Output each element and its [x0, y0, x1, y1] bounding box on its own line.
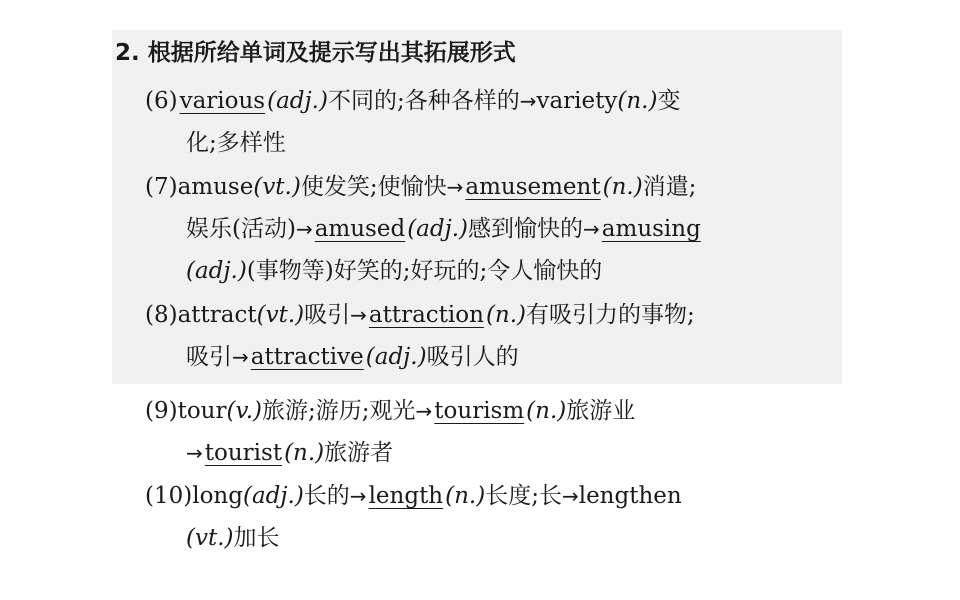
part-of-speech: (adj.) — [407, 216, 469, 242]
answer-word: tourist — [204, 440, 283, 466]
arrow-icon: → — [561, 484, 579, 508]
text-segment: 娱乐(活动) — [186, 216, 296, 242]
arrow-icon: → — [349, 484, 367, 508]
text-segment: 感到愉快的 — [468, 216, 584, 242]
item-line — [186, 523, 280, 553]
item-line — [145, 300, 695, 330]
part-of-speech: (n.) — [617, 88, 658, 114]
part-of-speech: (n.) — [602, 174, 643, 200]
text-segment: long — [192, 483, 243, 509]
text-segment: 使发笑;使愉快 — [300, 174, 447, 200]
text-segment: 长的 — [303, 483, 350, 509]
text-segment: 吸引 — [186, 344, 232, 370]
part-of-speech: (n.) — [445, 483, 486, 509]
arrow-icon: → — [446, 175, 464, 199]
text-segment: tour — [177, 398, 227, 424]
item-line — [186, 128, 286, 158]
text-segment: 吸引人的 — [426, 344, 519, 370]
part-of-speech: (vt.) — [253, 174, 301, 200]
arrow-icon: → — [295, 217, 313, 241]
part-of-speech: (n.) — [526, 398, 567, 424]
text-segment: 有吸引力的事物; — [526, 302, 695, 328]
arrow-icon: → — [232, 345, 249, 369]
arrow-icon: → — [415, 399, 433, 423]
text-segment: lengthen — [578, 483, 682, 509]
text-segment: (事物等)好笑的;好玩的;令人愉快的 — [246, 258, 603, 284]
item-line — [145, 86, 680, 116]
answer-word: attraction — [368, 302, 484, 328]
item-line — [145, 396, 635, 426]
text-segment: 旅游者 — [324, 440, 394, 466]
text-segment: 变 — [657, 88, 681, 114]
part-of-speech: (n.) — [485, 302, 527, 328]
text-segment: 吸引 — [304, 302, 351, 328]
text-segment: 消遣; — [642, 174, 697, 200]
item-number: (7) — [145, 174, 178, 200]
answer-word: length — [368, 483, 444, 509]
item-number: (9) — [145, 398, 178, 424]
part-of-speech: (v.) — [226, 398, 263, 424]
item-line — [186, 256, 602, 286]
part-of-speech: (adj.) — [242, 483, 304, 509]
text-segment: variety — [536, 88, 618, 114]
highlight-background — [112, 30, 842, 384]
arrow-icon: → — [186, 441, 203, 465]
arrow-icon: → — [583, 217, 600, 241]
exercise-heading: 2. 根据所给单词及提示写出其拓展形式 — [115, 40, 516, 66]
text-segment: attract — [177, 302, 257, 328]
item-line — [145, 481, 682, 511]
text-segment: amuse — [177, 174, 254, 200]
part-of-speech: (vt.) — [186, 525, 234, 551]
answer-word: attractive — [250, 344, 364, 370]
item-line — [186, 214, 703, 244]
arrow-icon: → — [350, 303, 367, 327]
answer-word: various — [179, 88, 266, 114]
answer-word: tourism — [434, 398, 525, 424]
arrow-icon: → — [519, 89, 537, 113]
part-of-speech: (adj.) — [267, 88, 328, 114]
text-segment: 不同的;各种各样的 — [327, 88, 520, 114]
text-segment: 加长 — [233, 525, 280, 551]
part-of-speech: (adj.) — [186, 258, 247, 284]
item-line — [145, 172, 696, 202]
text-segment: 化;多样性 — [186, 130, 286, 156]
answer-word: amused — [314, 216, 406, 242]
answer-word: amusing — [601, 216, 701, 242]
item-number: (10) — [145, 483, 193, 509]
answer-word: amusement — [465, 174, 601, 200]
text-segment: 长度;长 — [485, 483, 562, 509]
item-line — [186, 342, 519, 372]
text-segment: 旅游;游历;观光 — [262, 398, 416, 424]
item-line — [186, 438, 393, 468]
item-number: (6) — [145, 88, 178, 114]
text-segment: 旅游业 — [566, 398, 636, 424]
part-of-speech: (adj.) — [365, 344, 427, 370]
part-of-speech: (n.) — [284, 440, 325, 466]
part-of-speech: (vt.) — [256, 302, 305, 328]
item-number: (8) — [145, 302, 178, 328]
